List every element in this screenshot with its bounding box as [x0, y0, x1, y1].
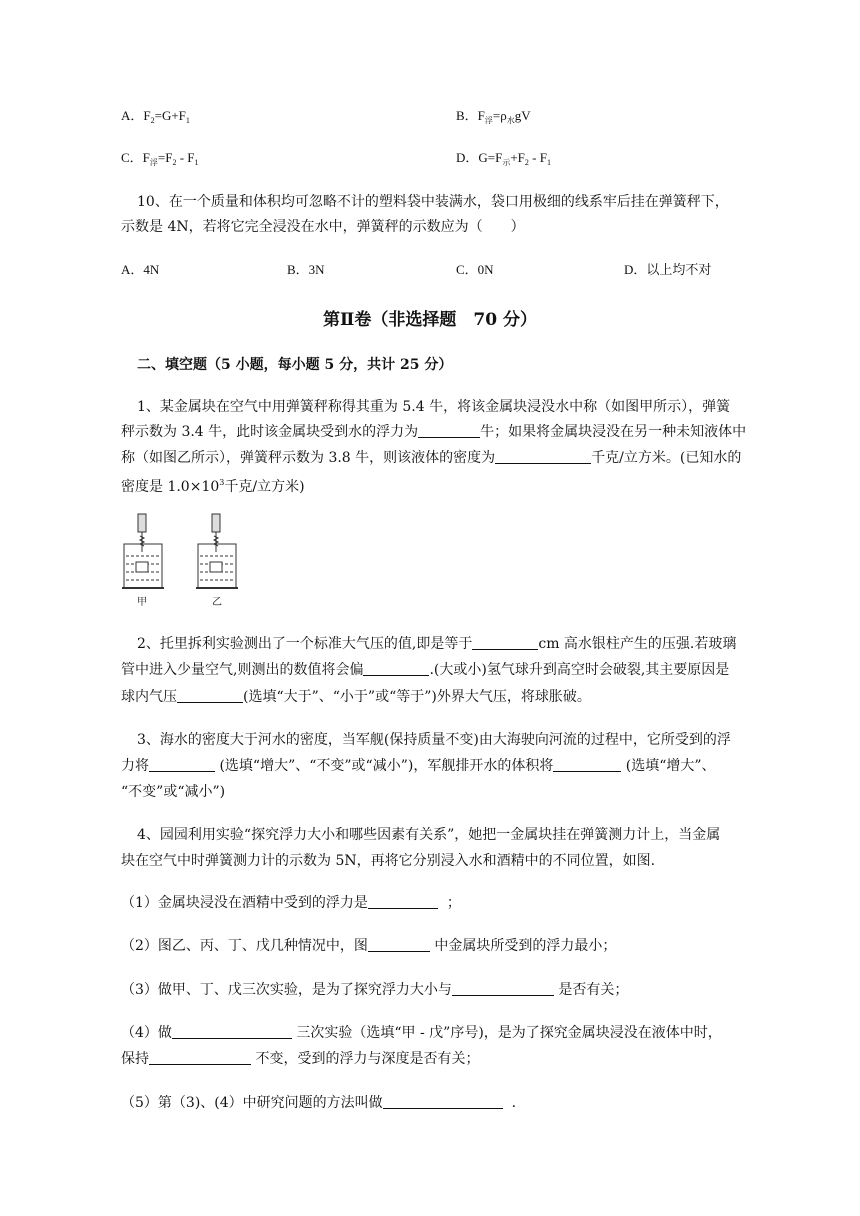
figure-label-yi: 乙	[212, 597, 222, 608]
p4-sub4-line2: 保持 不变，受到的浮力与深度是否有关；	[121, 1051, 480, 1067]
apparatus-left	[122, 514, 164, 588]
p3-blank-2[interactable]	[553, 757, 621, 772]
p2-blank-2[interactable]	[363, 661, 429, 676]
p4-line1: 4、园园利用实验“探究浮力大小和哪些因素有关系”，她把一金属块挂在弹簧测力计上，当金属	[137, 827, 721, 843]
q9-option-b: B．$F_浮=\rho_水gV$	[456, 108, 531, 125]
p4-sub2: （2）图乙、丙、丁、戊几种情况中，图 中金属块所受到的浮力最小；	[121, 938, 617, 954]
q9-option-d: D．$G=F_示+F_2 - F_1$	[456, 150, 551, 167]
spring-scale-figure	[120, 512, 252, 612]
p1-line1: 1、某金属块在空气中用弹簧秤称得其重为 5.4 牛，将该金属块浸没水中称（如图甲所示），弹簧	[137, 399, 731, 415]
part2-title: 第Ⅱ卷（非选择题 70 分）	[323, 310, 537, 330]
section-heading-fill-in: 二、填空题（5 小题，每小题 5 分，共计 25 分）	[137, 357, 453, 373]
p4-sub3: （3）做甲、丁、戊三次实验，是为了探究浮力大小与 是否有关；	[121, 982, 629, 998]
p4-line2: 块在空气中时弹簧测力计的示数为 5N，再将它分别浸入水和酒精中的不同位置，如图.	[121, 853, 656, 869]
q10-option-d: D．以上均不对	[624, 262, 712, 277]
p1-line4: 密度是 $1.0\times 10^3$千克/立方米)	[121, 478, 305, 495]
p4-blank-4[interactable]	[172, 1024, 292, 1039]
p4-sub5: （5）第（3)、(4）中研究问题的方法叫做 .	[121, 1095, 517, 1111]
q10-stem-line1: 10、在一个质量和体积均可忽略不计的塑料袋中装满水，袋口用极细的线系牢后挂在弹簧秤下，	[137, 194, 729, 210]
p2-line3: 球内气压 (选填“大于”、“小于”或“等于”)外界大气压，将球胀破。	[121, 689, 591, 705]
p3-blank-1[interactable]	[149, 757, 215, 772]
q9-option-a: A．$F_2=G+F_1$	[121, 108, 190, 125]
p2-line2: 管中进入少量空气,则测出的数值将会偏 .(大或小)氢气球升到高空时会破裂,其主要原因是	[121, 662, 730, 678]
q9-option-c: C．$F_浮=F_2 - F_1$	[121, 150, 199, 167]
figure-label-jia: 甲	[137, 597, 147, 608]
p1-line3: 称（如图乙所示），弹簧秤示数为 3.8 牛，则该液体的密度为 千克/立方米。(已知水的	[121, 450, 742, 466]
q10-option-a: A．4N	[121, 262, 160, 277]
q10-option-b: B．3N	[287, 262, 325, 277]
p4-sub4-line1: （4）做 三次实验（选填“甲 - 戊”序号)，是为了探究金属块浸没在液体中时，	[121, 1025, 722, 1041]
p3-line3: “不变”或“减小”)	[121, 784, 226, 800]
p1-blank-1[interactable]	[418, 423, 480, 438]
p1-blank-2[interactable]	[495, 449, 591, 464]
q10-stem-line2: 示数是 4N，若将它完全浸没在水中，弹簧秤的示数应为（ ）	[121, 219, 525, 235]
q10-option-c: C．0N	[456, 262, 494, 277]
p4-blank-3[interactable]	[452, 981, 554, 996]
p4-blank-2[interactable]	[368, 937, 430, 952]
p4-blank-5[interactable]	[149, 1050, 251, 1065]
p3-line2: 力将 (选填“增大”、“不变”或“减小”)，军舰排开水的体积将 (选填“增大”、	[121, 758, 716, 774]
p2-blank-1[interactable]	[472, 635, 538, 650]
p4-sub1: （1）金属块浸没在酒精中受到的浮力是 ；	[121, 895, 461, 911]
p3-line1: 3、海水的密度大于河水的密度，当军舰(保持质量不变)由大海驶向河流的过程中，它所受到的浮	[137, 732, 731, 748]
p4-blank-6[interactable]	[383, 1094, 503, 1109]
apparatus-right	[196, 514, 238, 588]
p1-line2: 秤示数为 3.4 牛，此时该金属块受到水的浮力为 牛；如果将金属块浸没在另一种未知液体中	[121, 424, 747, 440]
p2-blank-3[interactable]	[177, 688, 243, 703]
p4-blank-1[interactable]	[368, 894, 438, 909]
p2-line1: 2、托里拆利实验测出了一个标准大气压的值,即是等于 cm 高水银柱产生的压强.若玻璃	[137, 636, 737, 652]
